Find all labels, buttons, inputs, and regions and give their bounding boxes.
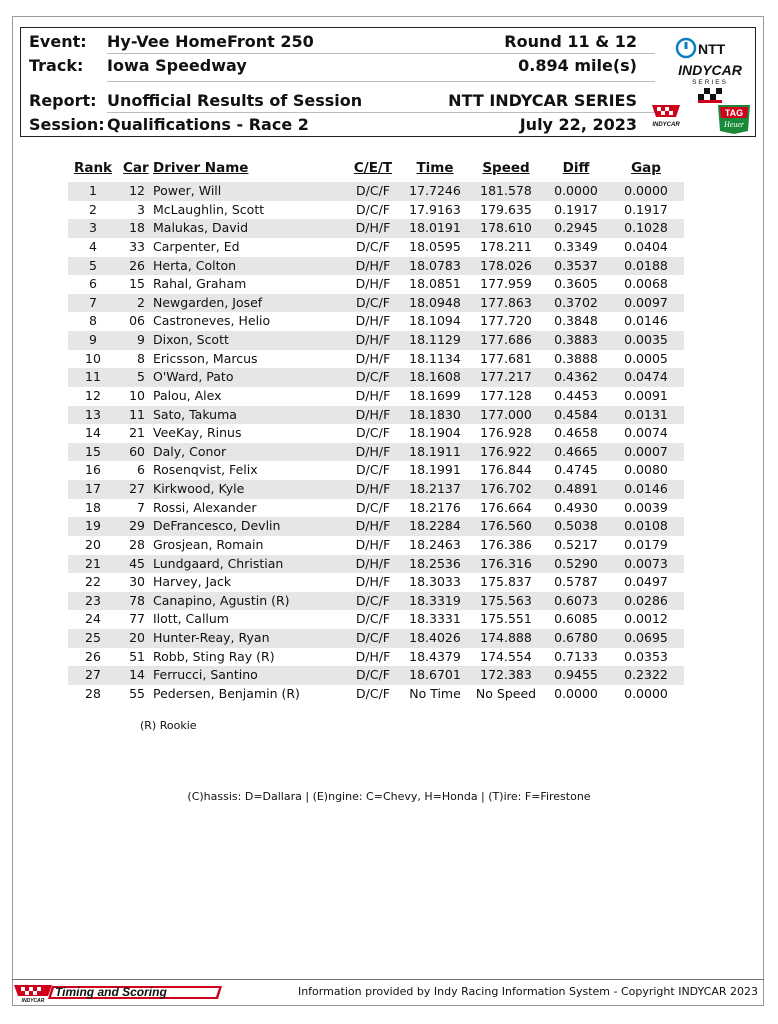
cell-rank: 26 [85, 648, 101, 664]
cell-diff: 0.4453 [554, 387, 598, 403]
cell-speed: 178.211 [480, 238, 532, 254]
cet-legend: (C)hassis: D=Dallara | (E)ngine: C=Chevy, H=Honda | (T)ire: F=Firestone [187, 790, 591, 803]
cell-diff: 0.5217 [554, 536, 598, 552]
cell-time: 18.1904 [409, 425, 461, 441]
tag-heuer-logo [716, 101, 752, 135]
timing-scoring-logo [12, 983, 224, 1003]
cell-driver: Canapino, Agustin (R) [153, 592, 290, 608]
cell-time: 18.1608 [409, 369, 461, 385]
cell-rank: 11 [85, 369, 101, 385]
cell-car: 20 [129, 630, 145, 645]
table-row [68, 275, 684, 294]
cell-diff: 0.1917 [554, 201, 598, 217]
cell-gap: 0.0012 [624, 611, 668, 627]
header-divider [107, 81, 655, 82]
report-name: Unofficial Results of Session [107, 91, 363, 110]
cell-rank: 9 [89, 332, 97, 347]
cell-rank: 12 [85, 387, 101, 403]
table-row [68, 331, 684, 350]
cell-speed: 177.686 [480, 332, 532, 347]
cell-car: 45 [129, 555, 145, 571]
cell-speed: 176.664 [480, 499, 532, 515]
table-body [68, 182, 684, 704]
cell-driver: Rosenqvist, Felix [153, 462, 258, 478]
cell-speed: 179.635 [480, 201, 532, 217]
table-row [68, 387, 684, 406]
cell-speed: 176.386 [480, 536, 532, 552]
cell-car: 9 [137, 332, 145, 347]
cell-car: 7 [137, 499, 145, 515]
cell-time: 17.9163 [409, 201, 461, 217]
cell-diff: 0.3349 [554, 238, 598, 254]
cell-cet: D/C/F [356, 238, 390, 254]
cell-rank: 4 [89, 238, 97, 254]
cell-time: 18.1830 [409, 406, 461, 422]
cell-car: 15 [129, 276, 145, 292]
session-header [20, 27, 756, 137]
cell-car: 78 [129, 592, 145, 608]
cell-driver: Rossi, Alexander [153, 499, 257, 515]
cell-rank: 5 [89, 257, 97, 273]
header-divider [107, 112, 655, 113]
cell-gap: 0.0000 [624, 685, 668, 701]
cell-gap: 0.0188 [624, 257, 668, 273]
col-cet: C/E/T [353, 160, 393, 176]
rookie-note: (R) Rookie [140, 719, 197, 732]
event-label: Event: [29, 32, 87, 51]
event-name: Hy-Vee HomeFront 250 [107, 32, 314, 51]
cell-time: 18.2284 [409, 518, 461, 534]
cell-rank: 25 [85, 630, 101, 645]
cell-driver: Ilott, Callum [153, 611, 229, 627]
cell-driver: Newgarden, Josef [153, 294, 263, 310]
cell-gap: 0.0146 [624, 481, 668, 496]
cell-gap: 0.0039 [624, 499, 668, 515]
cell-gap: 0.0353 [624, 648, 668, 664]
indycar-text: INDYCAR [678, 62, 742, 78]
cell-cet: D/C/F [356, 592, 390, 608]
cell-time: 18.2536 [409, 555, 461, 571]
cell-rank: 27 [85, 667, 101, 683]
cell-gap: 0.0497 [624, 574, 668, 590]
ntt-text: NTT [698, 41, 726, 57]
cell-diff: 0.4930 [554, 499, 598, 515]
cell-time: No Time [409, 685, 461, 701]
cell-car: 77 [129, 611, 145, 627]
cell-driver: DeFrancesco, Devlin [153, 518, 281, 534]
cell-driver: Ferrucci, Santino [153, 667, 258, 683]
cell-cet: D/H/F [355, 220, 391, 236]
cell-car: 55 [129, 685, 145, 701]
cell-diff: 0.3537 [554, 257, 598, 273]
cell-time: 18.4026 [409, 630, 461, 645]
cell-speed: 177.681 [480, 350, 532, 366]
table-row [68, 201, 684, 220]
cell-gap: 0.0000 [624, 183, 668, 198]
cell-driver: Pedersen, Benjamin (R) [153, 685, 300, 701]
indycar-small-text: INDYCAR [652, 122, 680, 128]
cell-gap: 0.0005 [624, 350, 668, 366]
cell-driver: McLaughlin, Scott [153, 201, 265, 217]
cell-speed: 172.383 [480, 667, 532, 683]
cell-driver: Ericsson, Marcus [153, 350, 258, 366]
table-row [68, 499, 684, 518]
cell-time: 18.2176 [409, 499, 461, 515]
table-row [68, 555, 684, 574]
table-row [68, 629, 684, 648]
footer-brand: Timing and Scoring [55, 985, 167, 999]
cell-speed: 177.128 [480, 387, 532, 403]
cell-time: 18.2463 [409, 536, 461, 552]
cell-diff: 0.6073 [554, 592, 598, 608]
cell-rank: 8 [89, 313, 97, 329]
indycar-small-logo [649, 101, 683, 131]
cell-car: 51 [129, 648, 145, 664]
cell-diff: 0.0000 [554, 685, 598, 701]
cell-rank: 28 [85, 685, 101, 701]
cell-rank: 15 [85, 443, 101, 459]
cell-rank: 1 [89, 183, 97, 198]
cell-gap: 0.0286 [624, 592, 668, 608]
cell-gap: 0.0073 [624, 555, 668, 571]
cell-cet: D/H/F [355, 276, 391, 292]
cell-speed: 178.610 [480, 220, 532, 236]
cell-car: 33 [129, 238, 145, 254]
cell-car: 60 [129, 443, 145, 459]
cell-diff: 0.3605 [554, 276, 598, 292]
cell-speed: 176.560 [480, 518, 532, 534]
cell-gap: 0.0146 [624, 313, 668, 329]
cell-time: 18.6701 [409, 667, 461, 683]
table-row [68, 182, 684, 201]
table-header [68, 160, 684, 182]
cell-speed: No Speed [475, 685, 537, 701]
cell-time: 18.0783 [409, 257, 461, 273]
cell-time: 18.1129 [409, 332, 461, 347]
cell-gap: 0.0091 [624, 387, 668, 403]
cell-gap: 0.1028 [624, 220, 668, 236]
cell-time: 18.0595 [409, 238, 461, 254]
cell-gap: 0.0404 [624, 238, 668, 254]
cell-time: 18.1911 [409, 443, 461, 459]
col-driver: Driver Name [153, 160, 249, 176]
col-time: Time [416, 160, 454, 176]
cell-cet: D/H/F [355, 518, 391, 534]
cell-diff: 0.9455 [554, 667, 598, 683]
cell-rank: 21 [85, 555, 101, 571]
results-table [68, 160, 684, 704]
cell-speed: 176.844 [480, 462, 532, 478]
table-row [68, 424, 684, 443]
cell-time: 18.0191 [409, 220, 461, 236]
cell-diff: 0.7133 [554, 648, 598, 664]
session-label: Session: [29, 115, 105, 134]
cell-cet: D/H/F [355, 481, 391, 496]
cell-car: 11 [129, 406, 145, 422]
cell-driver: Robb, Sting Ray (R) [153, 648, 275, 664]
cell-car: 6 [137, 462, 145, 478]
cell-rank: 18 [85, 499, 101, 515]
table-row [68, 406, 684, 425]
cell-cet: D/C/F [356, 294, 390, 310]
table-row [68, 592, 684, 611]
header-divider [107, 53, 655, 54]
table-row [68, 573, 684, 592]
session-name: Qualifications - Race 2 [107, 115, 309, 134]
track-name: Iowa Speedway [107, 56, 247, 75]
cell-time: 18.1991 [409, 462, 461, 478]
track-length: 0.894 mile(s) [518, 56, 637, 75]
cell-gap: 0.0474 [624, 369, 668, 385]
cell-diff: 0.3888 [554, 350, 598, 366]
cell-car: 5 [137, 369, 145, 385]
session-date: July 22, 2023 [519, 115, 637, 134]
col-car: Car [123, 160, 149, 176]
cell-diff: 0.5290 [554, 555, 598, 571]
cell-gap: 0.1917 [624, 201, 668, 217]
cell-driver: Daly, Conor [153, 443, 227, 459]
cell-car: 29 [129, 518, 145, 534]
cell-driver: Herta, Colton [153, 257, 237, 273]
table-row [68, 461, 684, 480]
footer-divider [12, 979, 764, 980]
cell-rank: 23 [85, 592, 101, 608]
cell-speed: 176.922 [480, 443, 532, 459]
cell-time: 18.3319 [409, 592, 461, 608]
cell-time: 18.3331 [409, 611, 461, 627]
cell-cet: D/H/F [355, 350, 391, 366]
table-row [68, 610, 684, 629]
cell-rank: 24 [85, 611, 101, 627]
cell-rank: 13 [85, 406, 101, 422]
cell-cet: D/C/F [356, 667, 390, 683]
cell-diff: 0.4665 [554, 443, 598, 459]
cell-speed: 181.578 [480, 183, 532, 198]
table-row [68, 480, 684, 499]
cell-time: 18.1134 [409, 350, 461, 366]
table-row [68, 312, 684, 331]
cell-car: 28 [129, 536, 145, 552]
cell-cet: D/H/F [355, 406, 391, 422]
cell-cet: D/C/F [356, 685, 390, 701]
cell-speed: 176.316 [480, 555, 532, 571]
cell-car: 10 [129, 387, 145, 403]
cell-time: 18.0948 [409, 294, 461, 310]
cell-speed: 177.863 [480, 294, 532, 310]
heuer-text: Heuer [724, 120, 744, 129]
cell-diff: 0.0000 [554, 183, 598, 198]
cell-diff: 0.6085 [554, 611, 598, 627]
table-row [68, 257, 684, 276]
cell-driver: Palou, Alex [153, 387, 222, 403]
cell-diff: 0.4362 [554, 369, 598, 385]
cell-speed: 175.563 [480, 592, 532, 608]
cell-diff: 0.5787 [554, 574, 598, 590]
cell-diff: 0.4745 [554, 462, 598, 478]
cell-driver: VeeKay, Rinus [153, 425, 242, 441]
tag-text: TAG [724, 108, 744, 118]
cell-diff: 0.5038 [554, 518, 598, 534]
cell-driver: Hunter-Reay, Ryan [153, 630, 270, 645]
cell-driver: Dixon, Scott [153, 332, 229, 347]
cell-cet: D/C/F [356, 201, 390, 217]
cell-cet: D/C/F [356, 425, 390, 441]
cell-cet: D/C/F [356, 630, 390, 645]
cell-rank: 14 [85, 425, 101, 441]
cell-gap: 0.0131 [624, 406, 668, 422]
cell-car: 3 [137, 201, 145, 217]
cell-gap: 0.0035 [624, 332, 668, 347]
cell-speed: 177.959 [480, 276, 532, 292]
cell-car: 8 [137, 350, 145, 366]
cell-car: 06 [129, 313, 145, 329]
cell-time: 18.4379 [409, 648, 461, 664]
cell-car: 2 [137, 294, 145, 310]
table-row [68, 238, 684, 257]
cell-gap: 0.0068 [624, 276, 668, 292]
cell-cet: D/H/F [355, 387, 391, 403]
cell-driver: O'Ward, Pato [153, 369, 234, 385]
cell-speed: 174.554 [480, 648, 532, 664]
cell-driver: Harvey, Jack [153, 574, 232, 590]
cell-speed: 176.928 [480, 425, 532, 441]
cell-cet: D/C/F [356, 611, 390, 627]
cell-diff: 0.3848 [554, 313, 598, 329]
cell-gap: 0.0097 [624, 294, 668, 310]
footer-indycar-text: INDYCAR [21, 998, 45, 1003]
cell-rank: 2 [89, 201, 97, 217]
cell-diff: 0.3883 [554, 332, 598, 347]
cell-cet: D/C/F [356, 183, 390, 198]
cell-time: 18.0851 [409, 276, 461, 292]
cell-car: 26 [129, 257, 145, 273]
cell-driver: Castroneves, Helio [153, 313, 271, 329]
col-diff: Diff [562, 160, 590, 176]
cell-diff: 0.4584 [554, 406, 598, 422]
cell-cet: D/H/F [355, 574, 391, 590]
table-row [68, 536, 684, 555]
cell-diff: 0.6780 [554, 630, 598, 645]
table-row [68, 443, 684, 462]
track-label: Track: [29, 56, 84, 75]
cell-cet: D/H/F [355, 536, 391, 552]
cell-gap: 0.0695 [624, 630, 668, 645]
cell-driver: Grosjean, Romain [153, 536, 264, 552]
cell-rank: 22 [85, 574, 101, 590]
cell-cet: D/H/F [355, 332, 391, 347]
cell-car: 12 [129, 183, 145, 198]
cell-diff: 0.4658 [554, 425, 598, 441]
cell-rank: 10 [85, 350, 101, 366]
cell-speed: 177.000 [480, 406, 532, 422]
cell-cet: D/H/F [355, 443, 391, 459]
table-row [68, 294, 684, 313]
series-text: SERIES [692, 79, 728, 86]
table-row [68, 219, 684, 238]
cell-speed: 177.217 [480, 369, 532, 385]
cell-speed: 178.026 [480, 257, 532, 273]
table-row [68, 648, 684, 667]
cell-car: 18 [129, 220, 145, 236]
round-info: Round 11 & 12 [504, 32, 637, 51]
cell-diff: 0.2945 [554, 220, 598, 236]
cell-speed: 177.720 [480, 313, 532, 329]
cell-cet: D/C/F [356, 369, 390, 385]
cell-diff: 0.3702 [554, 294, 598, 310]
cell-cet: D/H/F [355, 648, 391, 664]
report-label: Report: [29, 91, 97, 110]
table-row [68, 368, 684, 387]
cell-rank: 20 [85, 536, 101, 552]
table-row [68, 350, 684, 369]
cell-speed: 174.888 [480, 630, 532, 645]
ntt-indycar-logo [664, 33, 756, 107]
cell-car: 21 [129, 425, 145, 441]
cell-rank: 3 [89, 220, 97, 236]
footer-copyright: Information provided by Indy Racing Information System - Copyright INDYCAR 2023 [297, 985, 758, 998]
cell-cet: D/C/F [356, 499, 390, 515]
table-row [68, 666, 684, 685]
cell-driver: Power, Will [153, 183, 222, 198]
cell-car: 14 [129, 667, 145, 683]
cell-rank: 19 [85, 518, 101, 534]
cell-gap: 0.0074 [624, 425, 668, 441]
cell-cet: D/H/F [355, 555, 391, 571]
cell-rank: 7 [89, 294, 97, 310]
cell-rank: 17 [85, 481, 101, 496]
cell-speed: 176.702 [480, 481, 532, 496]
cell-driver: Carpenter, Ed [153, 238, 240, 254]
col-rank: Rank [73, 160, 113, 176]
cell-gap: 0.0007 [624, 443, 668, 459]
cell-gap: 0.0179 [624, 536, 668, 552]
table-row [68, 517, 684, 536]
cell-car: 30 [129, 574, 145, 590]
cell-gap: 0.2322 [624, 667, 668, 683]
cell-rank: 6 [89, 276, 97, 292]
table-row [68, 685, 684, 704]
cell-cet: D/H/F [355, 313, 391, 329]
col-speed: Speed [482, 160, 530, 176]
cell-diff: 0.4891 [554, 481, 598, 496]
cell-gap: 0.0080 [624, 462, 668, 478]
cell-time: 17.7246 [409, 183, 461, 198]
cell-rank: 16 [85, 462, 101, 478]
cell-cet: D/C/F [356, 462, 390, 478]
cell-speed: 175.551 [480, 611, 532, 627]
cell-car: 27 [129, 481, 145, 496]
cell-gap: 0.0108 [624, 518, 668, 534]
cell-time: 18.3033 [409, 574, 461, 590]
cell-time: 18.1094 [409, 313, 461, 329]
cell-speed: 175.837 [480, 574, 532, 590]
cell-time: 18.2137 [409, 481, 461, 496]
cell-driver: Sato, Takuma [153, 406, 237, 422]
cell-driver: Lundgaard, Christian [153, 555, 284, 571]
col-gap: Gap [631, 160, 661, 176]
series-name: NTT INDYCAR SERIES [448, 91, 637, 110]
cell-cet: D/H/F [355, 257, 391, 273]
cell-time: 18.1699 [409, 387, 461, 403]
cell-driver: Malukas, David [153, 220, 249, 236]
cell-driver: Kirkwood, Kyle [153, 481, 245, 496]
cell-driver: Rahal, Graham [153, 276, 247, 292]
